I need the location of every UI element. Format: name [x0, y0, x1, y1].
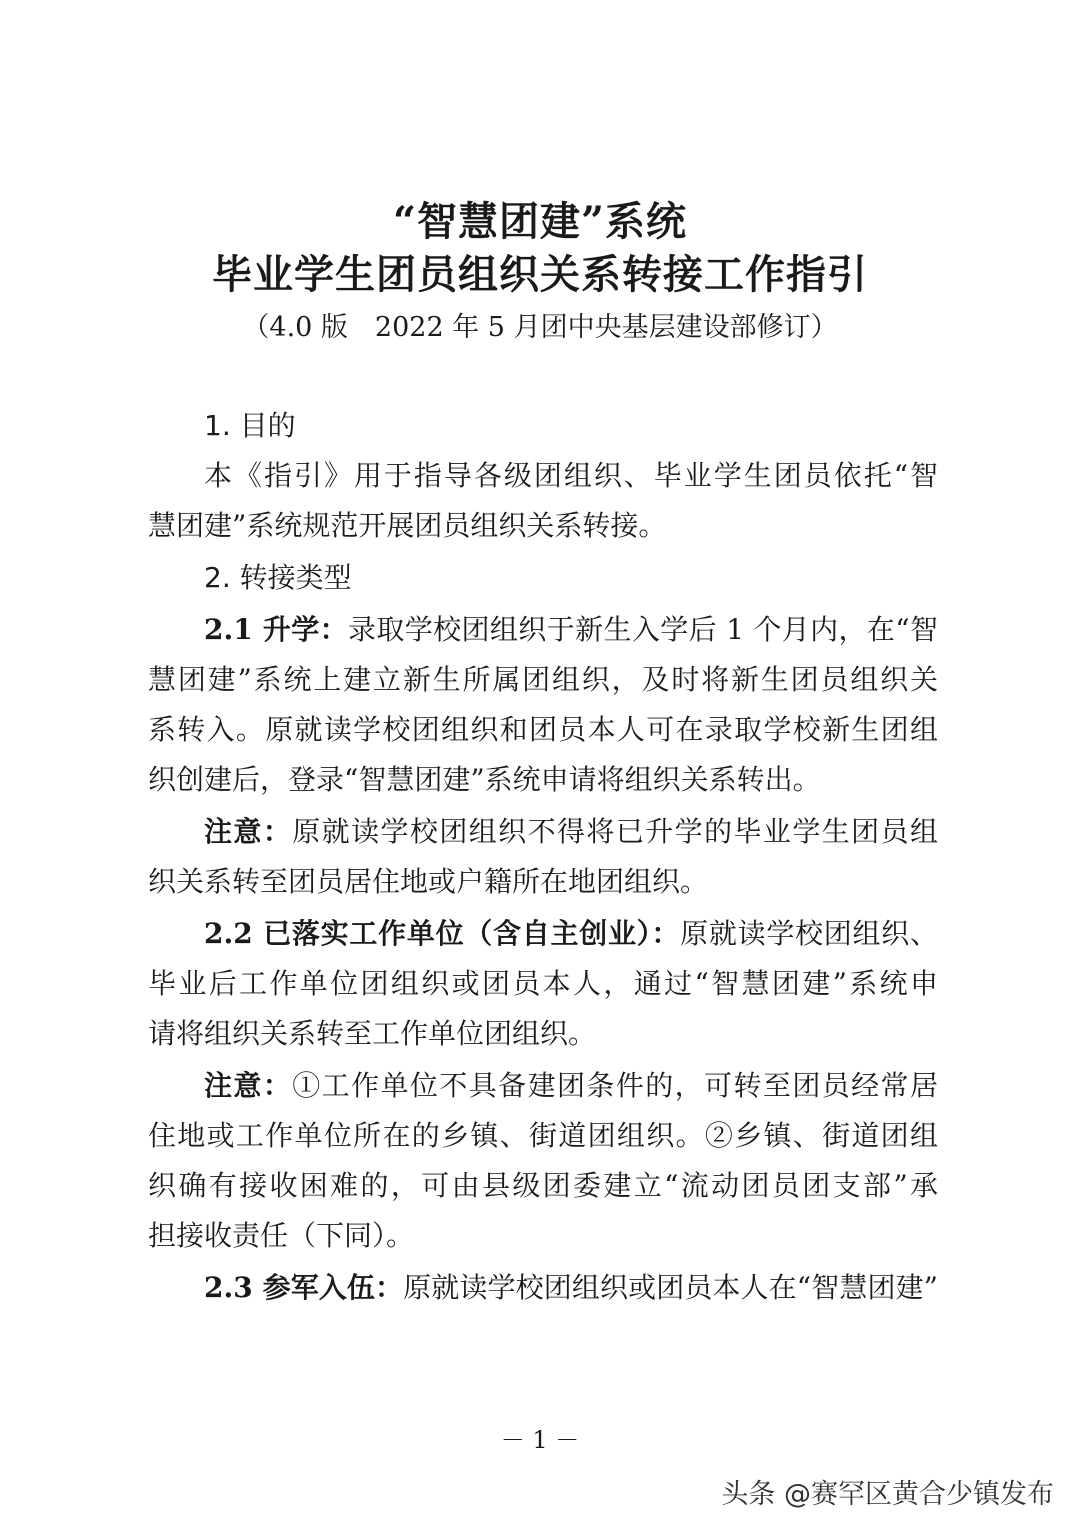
note-2-line — [204, 1068, 938, 1104]
section-2-1-line: 慧团建”系统上建立新生所属团组织，及时将新生团员组织关 — [148, 663, 938, 696]
section-2-3-label: 2.3 参军入伍： — [204, 1271, 404, 1304]
section-2-2-line: 请将组织关系转至工作单位团组织。 — [148, 1017, 597, 1050]
section-2-1-label: 2.1 升学： — [204, 613, 348, 646]
note-1-line — [204, 814, 938, 850]
document-subtitle: （4.0 版 2022 年 5 月团中央基层建设部修订） — [242, 312, 838, 343]
section-1-heading: 1. 目的 — [204, 409, 296, 442]
section-2-3-line — [204, 1270, 938, 1306]
document-title-line1: “智慧团建”系统 — [392, 198, 687, 245]
note-2-label: 注意： — [204, 1069, 293, 1102]
section-2-2-line — [204, 916, 938, 952]
section-2-1-line: 系转入。原就读学校团组织和团员本人可在录取学校新生团组 — [148, 713, 938, 746]
note-1-text: 原就读学校团组织不得将已升学的毕业学生团员组 — [292, 815, 938, 848]
section-2-heading: 2. 转接类型 — [204, 561, 352, 594]
section-2-1-line: 织创建后，登录“智慧团建”系统申请将组织关系转出。 — [148, 763, 821, 796]
page-number: － 1 － — [500, 1426, 580, 1454]
note-2-line: 担接收责任（下同）。 — [148, 1219, 415, 1252]
section-2-2-text: 原就读学校团组织、 — [680, 917, 938, 950]
note-2-line: 织确有接收困难的，可由县级团委建立“流动团员团支部”承 — [148, 1169, 938, 1202]
watermark: 头条 @赛罕区黄合少镇发布 — [721, 1479, 1054, 1510]
section-1-line: 本《指引》用于指导各级团组织、毕业学生团员依托“智 — [204, 459, 938, 492]
section-1-line: 慧团建”系统规范开展团员组织关系转接。 — [148, 509, 667, 542]
note-1-label: 注意： — [204, 815, 293, 848]
section-2-2-label: 2.2 已落实工作单位（含自主创业）： — [204, 917, 681, 950]
note-2-text: ①工作单位不具备建团条件的，可转至团员经常居 — [292, 1069, 938, 1102]
document-title-line2: 毕业学生团员组织关系转接工作指引 — [212, 251, 868, 298]
note-1-line: 织关系转至团员居住地或户籍所在地团组织。 — [148, 865, 709, 898]
section-2-3-text: 原就读学校团组织或团员本人在“智慧团建” — [403, 1271, 938, 1304]
section-2-2-line: 毕业后工作单位团组织或团员本人，通过“智慧团建”系统申 — [148, 967, 938, 1000]
section-2-1-line — [204, 612, 938, 648]
note-2-line: 住地或工作单位所在的乡镇、街道团组织。②乡镇、街道团组 — [148, 1119, 938, 1152]
section-2-1-text: 录取学校团组织于新生入学后 1 个月内，在“智 — [348, 613, 938, 646]
